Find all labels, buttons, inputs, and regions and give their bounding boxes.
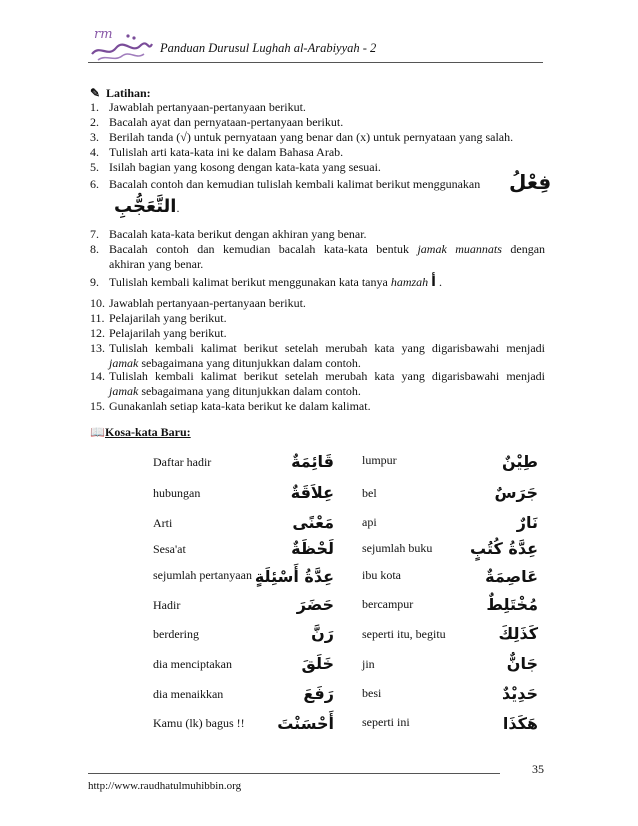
- footer-url: http://www.raudhatulmuhibbin.org: [88, 780, 242, 792]
- vocab-meaning: sejumlah buku: [362, 541, 433, 555]
- vocab-arabic: جَرَسٌ: [494, 483, 538, 502]
- vocab-meaning: besi: [362, 686, 382, 700]
- pencil-icon: ✎: [90, 86, 101, 100]
- vocab-meaning: bel: [362, 486, 377, 500]
- header-title: Panduan Durusul Lughah al-Arabiyyah - 2: [160, 41, 377, 55]
- vocab-arabic: كَذَلِكَ: [498, 624, 538, 643]
- vocab-meaning: Sesa'at: [153, 542, 186, 556]
- vocab-arabic: حَضَرَ: [296, 595, 334, 614]
- vocab-arabic: مَعْنًى: [292, 513, 334, 532]
- vocab-meaning: lumpur: [362, 453, 397, 467]
- vocab-heading: 📖Kosa-kata Baru:: [90, 425, 191, 439]
- logo: [88, 24, 154, 64]
- vocab-arabic: مُخْتَلِطٌ: [486, 595, 538, 614]
- vocab-arabic: خَلَقَ: [301, 654, 334, 673]
- arabic-term-taajjub: التَّعَجُّبِ.: [114, 196, 180, 217]
- vocab-meaning: bercampur: [362, 597, 414, 611]
- vocab-meaning: jin: [362, 657, 375, 671]
- page-number: 35: [532, 762, 544, 776]
- vocab-meaning: api: [362, 515, 377, 529]
- vocab-arabic: أَحْسَنْتَ: [277, 714, 334, 733]
- vocab-meaning: Arti: [153, 516, 173, 530]
- vocab-meaning: dia menciptakan: [153, 657, 232, 671]
- book-icon: 📖: [90, 425, 105, 439]
- vocab-arabic: هَكَذَا: [502, 714, 538, 733]
- vocab-arabic: قَائِمَةٌ: [291, 452, 334, 471]
- vocab-arabic: رَنَّ: [311, 624, 334, 643]
- arabic-term-fil: فِعْلُ: [509, 170, 552, 194]
- vocab-arabic: عِلاَقَةٌ: [290, 483, 334, 502]
- header-divider: [88, 62, 543, 63]
- arabic-hamzah: أ: [431, 274, 436, 290]
- vocab-arabic: رَفَعَ: [303, 684, 334, 703]
- vocab-meaning: seperti itu, begitu: [362, 627, 446, 641]
- vocab-meaning: Hadir: [153, 598, 181, 612]
- vocab-arabic: عِدَّةُ كُتُبٍ: [470, 539, 538, 558]
- vocab-meaning: hubungan: [153, 486, 201, 500]
- vocab-arabic: عِدَّةُ أَسْئِلَةٍ: [254, 567, 334, 586]
- vocab-meaning: ibu kota: [362, 568, 401, 582]
- vocab-arabic: حَدِيْدٌ: [501, 684, 538, 703]
- vocab-meaning: Kamu (lk) bagus !!: [153, 716, 245, 730]
- vocab-arabic: نَارٌ: [516, 513, 538, 532]
- exercise-heading: ✎ Latihan:: [90, 86, 151, 100]
- vocab-meaning: dia menaikkan: [153, 687, 224, 701]
- vocab-arabic: طِيْنٌ: [502, 452, 538, 471]
- vocab-arabic: عَاصِمَةٌ: [485, 567, 538, 586]
- vocab-meaning: berdering: [153, 627, 199, 641]
- footer-divider: [88, 773, 500, 774]
- vocab-meaning: Daftar hadir: [153, 455, 212, 469]
- vocab-meaning: sejumlah pertanyaan: [153, 568, 252, 582]
- logo-text: rm: [94, 27, 113, 42]
- vocab-arabic: جَانٌّ: [506, 654, 538, 673]
- vocab-arabic: لَحْظَةٌ: [291, 539, 334, 558]
- vocab-meaning: seperti ini: [362, 715, 410, 729]
